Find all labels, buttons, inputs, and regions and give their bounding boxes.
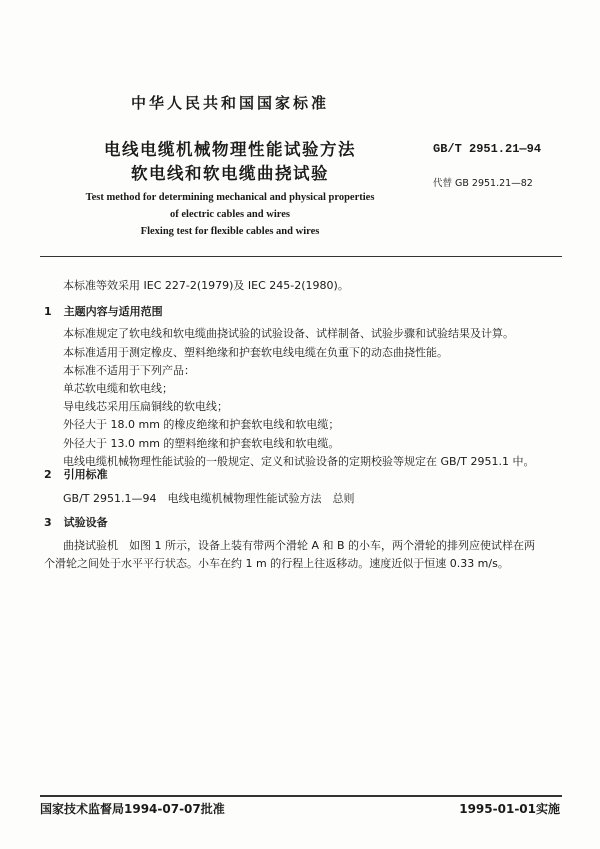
paragraph: GB/T 2951.1—94 电线电缆机械物理性能试验方法 总则: [63, 492, 355, 505]
paragraph: 电线电缆机械物理性能试验的一般规定、定义和试验设备的定期校验等规定在 GB/T 2951.1 中。: [63, 455, 535, 468]
standard-code: GB/T 2951.21—94: [433, 142, 542, 156]
section-heading: 3 试验设备: [44, 516, 108, 529]
paragraph: 本标准不适用于下列产品：: [63, 364, 195, 377]
paragraph: 曲挠试验机 如图 1 所示，设备上装有带两个滑轮 A 和 B 的小车，两个滑轮的排列应使试样在两: [63, 539, 536, 552]
paragraph: 本标准适用于测定橡皮、塑料绝缘和护套软电线电缆在负重下的动态曲挠性能。: [63, 346, 448, 359]
paragraph: 个滑轮之间处于水平平行状态。小车在约 1 m 的行程上往返移动。速度近似于恒速 0.33 m/s。: [44, 557, 509, 570]
section-heading: 2 引用标准: [44, 468, 108, 481]
section-heading: 1 主题内容与适用范围: [44, 305, 163, 318]
paragraph: 导电线芯采用压扁铜线的软电线；: [63, 400, 228, 413]
title-cn-line-1: 电线电缆机械物理性能试验方法: [104, 140, 356, 159]
paragraph: 外径大于 13.0 mm 的塑料绝缘和护套软电线和软电缆。: [63, 437, 340, 450]
effective-date: 1995-01-01实施: [459, 802, 560, 816]
paragraph: 本标准规定了软电线和软电缆曲挠试验的试验设备、试样制备、试验步骤和试验结果及计算。: [63, 327, 514, 340]
approval-date: 国家技术监督局1994-07-07批准: [40, 802, 225, 816]
title-cn-line-2: 软电线和软电缆曲挠试验: [131, 164, 329, 183]
paragraph: 单芯软电缆和软电线；: [63, 382, 173, 395]
national-standard-header: 中华人民共和国国家标准: [130, 94, 329, 112]
intro-text: 本标准等效采用 IEC 227-2(1979)及 IEC 245-2(1980)。: [63, 279, 349, 292]
replaces-note: 代替 GB 2951.21—82: [433, 178, 533, 189]
footer-rule: [40, 795, 562, 797]
title-en-line-2: of electric cables and wires: [170, 209, 290, 220]
title-en-line-3: Flexing test for flexible cables and wires: [140, 226, 320, 237]
header-rule: [40, 256, 562, 257]
paragraph: 外径大于 18.0 mm 的橡皮绝缘和护套软电线和软电缆；: [63, 418, 340, 431]
title-en-line-1: Test method for determining mechanical and physical properties: [85, 192, 375, 203]
